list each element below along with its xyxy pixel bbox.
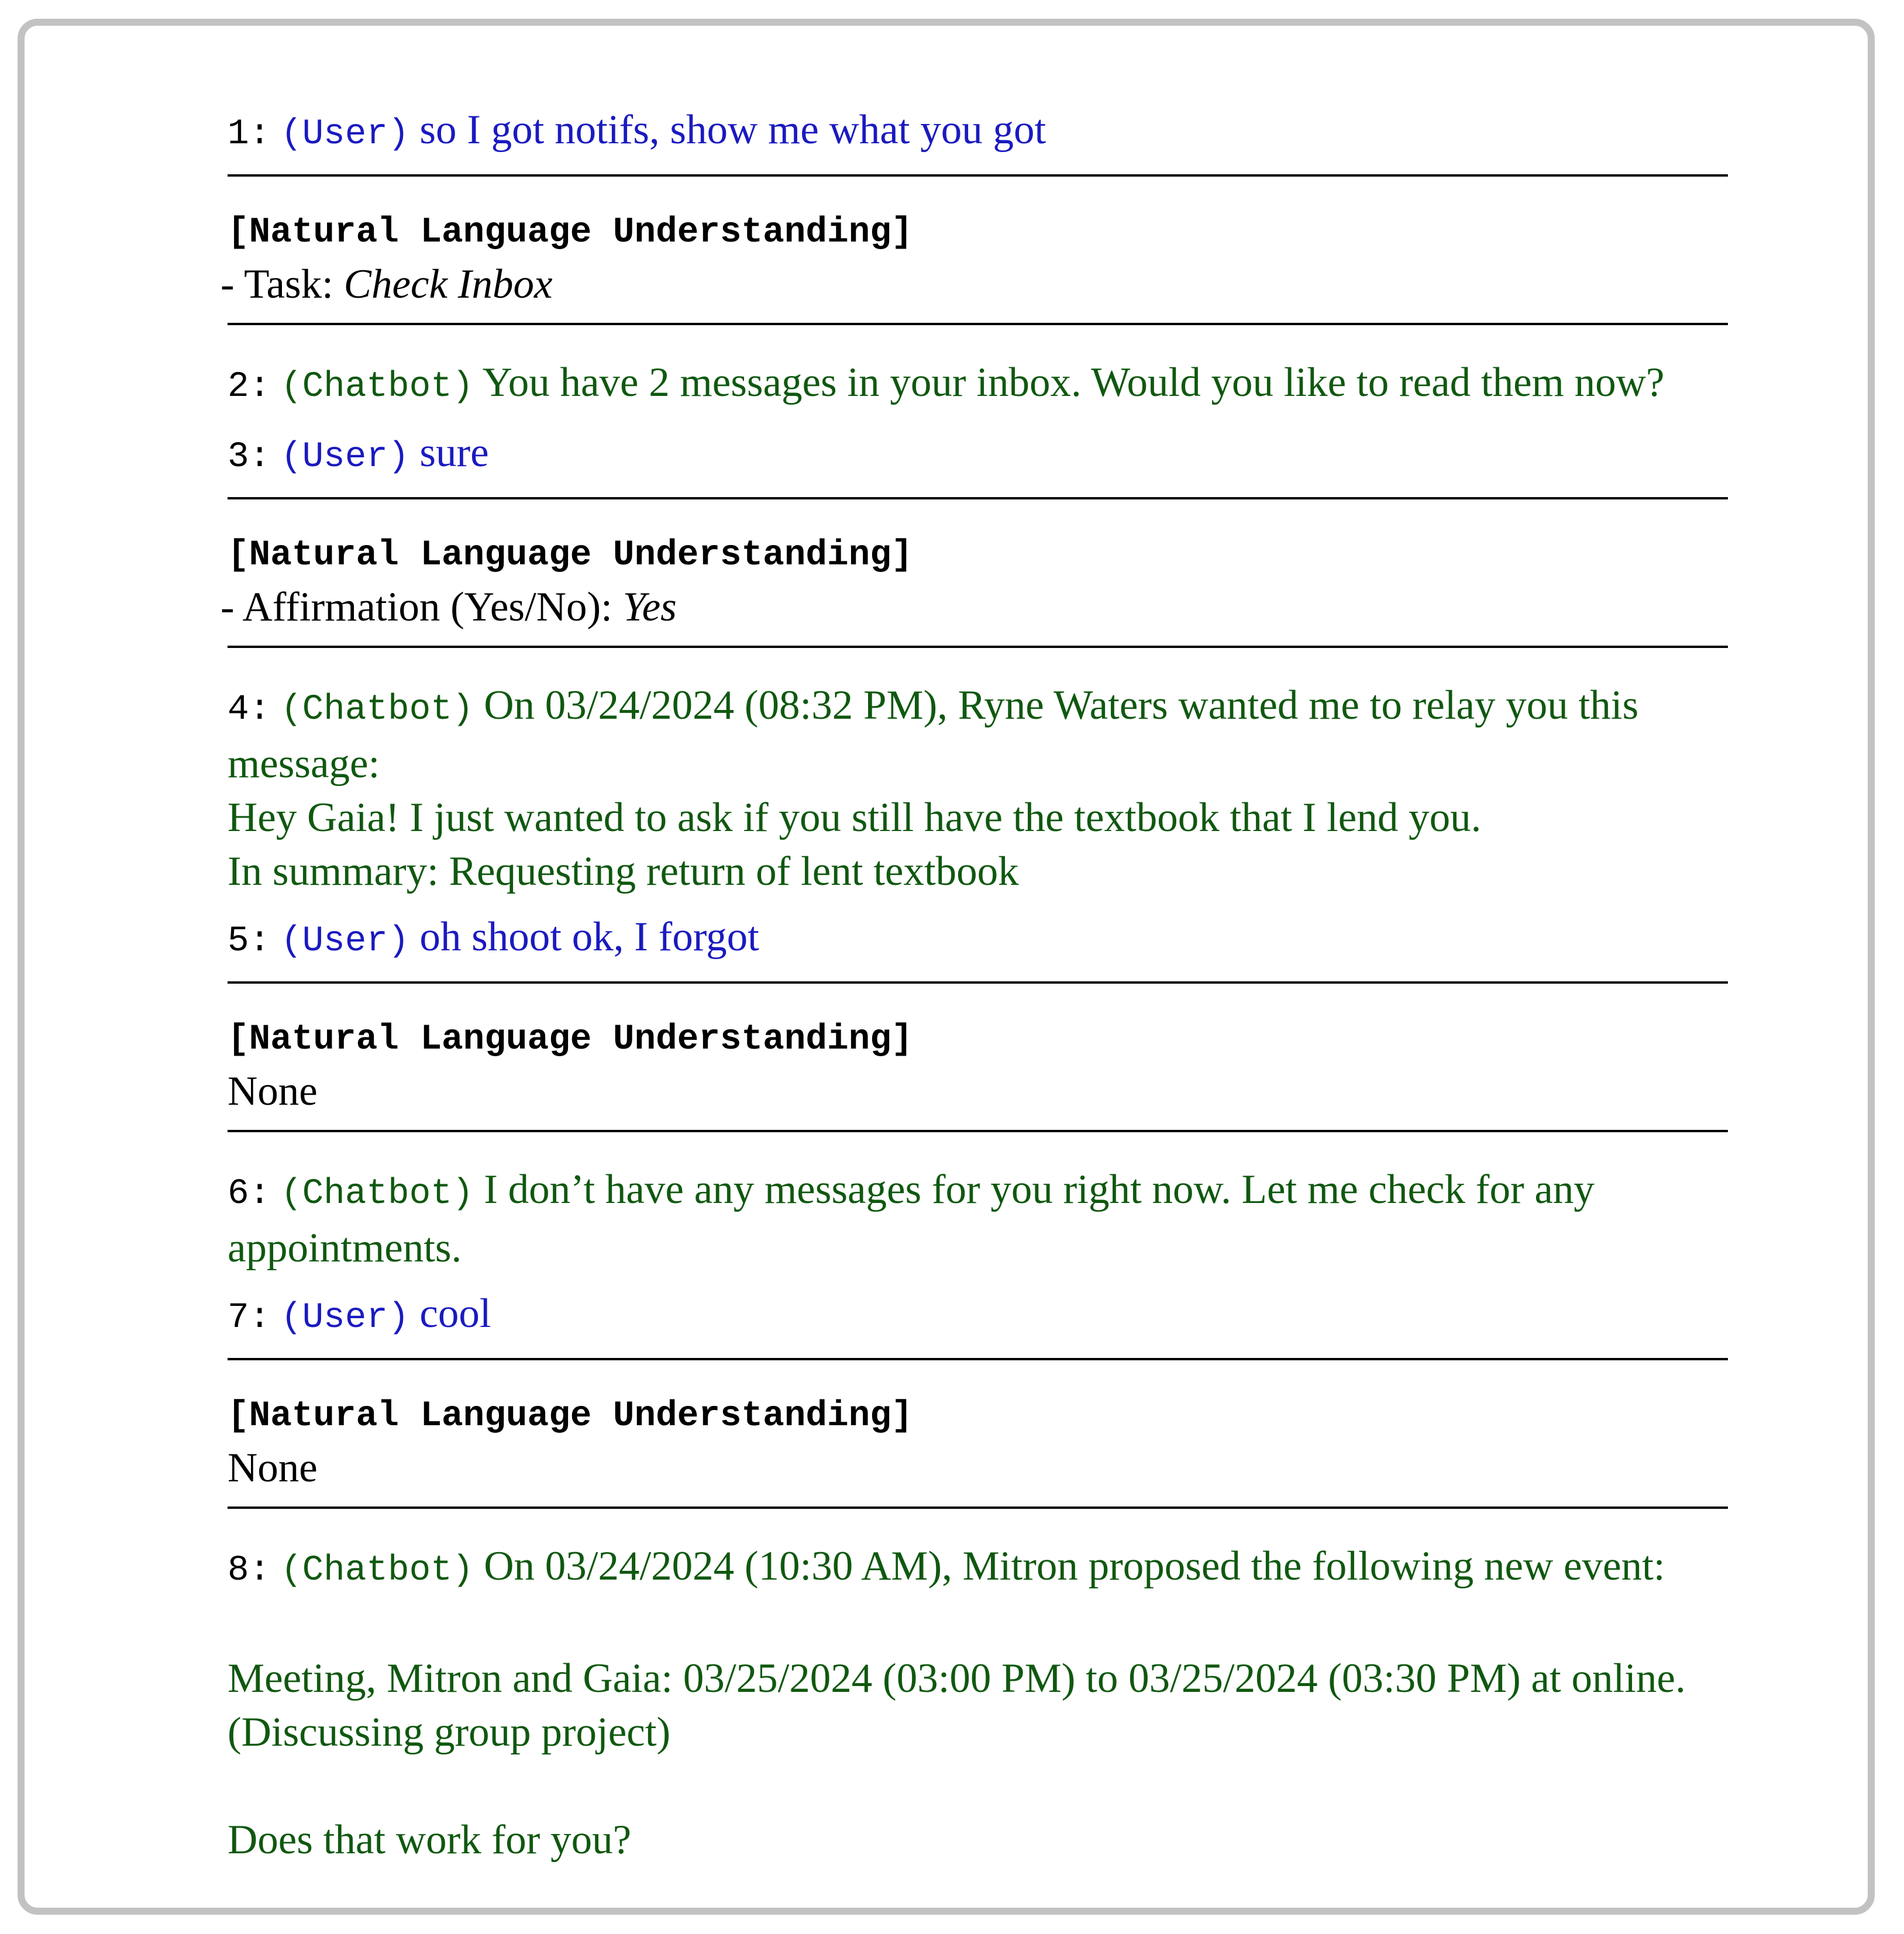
spacer	[228, 1598, 1728, 1652]
turn-4	[228, 648, 1728, 898]
turn-6	[228, 1132, 1728, 1275]
turn-text: so I got notifs, show me what you got	[419, 107, 1046, 153]
nlu-heading: [Natural Language Understanding]	[228, 1019, 913, 1060]
nlu-heading: [Natural Language Understanding]	[228, 535, 913, 575]
nlu-result	[228, 1066, 1728, 1117]
speaker-label: (User)	[280, 114, 409, 154]
spacer	[228, 1759, 1728, 1813]
speaker-label: (Chatbot)	[280, 367, 474, 407]
turn-text: I don’t have any messages for you right now. Let me check for any appointments.	[228, 1167, 1595, 1271]
dialogue-content	[221, 103, 1728, 1867]
turn-3	[228, 414, 1728, 497]
nlu-value: None	[228, 1445, 318, 1491]
message-summary: In summary: Requesting return of lent textbook	[228, 849, 1019, 894]
turn-index: 2:	[228, 367, 271, 407]
turn-index: 7:	[228, 1298, 271, 1338]
nlu-value: Check Inbox	[343, 261, 553, 307]
turn-text: You have 2 messages in your inbox. Would you like to read them now?	[482, 360, 1665, 405]
speaker-label: (User)	[280, 921, 409, 961]
nlu-block-1	[221, 177, 1728, 323]
nlu-key: - Affirmation (Yes/No):	[221, 584, 612, 630]
turn-index: 5:	[228, 921, 271, 961]
nlu-block-2	[221, 499, 1728, 646]
turn-text: On 03/24/2024 (10:30 AM), Mitron proposed the following new event:	[484, 1543, 1665, 1589]
turn-7	[228, 1275, 1728, 1358]
nlu-block-3	[228, 984, 1728, 1130]
turn-1	[228, 103, 1728, 174]
nlu-heading: [Natural Language Understanding]	[228, 1396, 913, 1436]
speaker-label: (Chatbot)	[280, 690, 474, 730]
nlu-heading: [Natural Language Understanding]	[228, 212, 913, 253]
turn-text: sure	[419, 430, 489, 475]
nlu-block-4	[228, 1360, 1728, 1506]
turn-index: 3:	[228, 437, 271, 477]
nlu-result	[221, 258, 1728, 310]
turn-index: 6:	[228, 1174, 271, 1214]
speaker-label: (User)	[280, 1298, 409, 1338]
turn-index: 1:	[228, 114, 271, 154]
dialogue-frame	[18, 19, 1875, 1915]
turn-text: oh shoot ok, I forgot	[419, 914, 759, 960]
turn-5	[228, 898, 1728, 981]
turn-8	[228, 1509, 1728, 1867]
nlu-value: None	[228, 1068, 318, 1114]
event-question: Does that work for you?	[228, 1817, 632, 1863]
turn-text: On 03/24/2024 (08:32 PM), Ryne Waters wanted me to relay you this message:	[228, 682, 1639, 787]
nlu-result	[228, 1442, 1728, 1494]
event-details: Meeting, Mitron and Gaia: 03/25/2024 (03:00 PM) to 03/25/2024 (03:30 PM) at online. (Discussing group project)	[228, 1656, 1686, 1755]
speaker-label: (User)	[280, 437, 409, 477]
speaker-label: (Chatbot)	[280, 1174, 474, 1214]
turn-text: cool	[419, 1291, 491, 1336]
nlu-value: Yes	[622, 584, 677, 630]
nlu-key: - Task:	[221, 261, 333, 307]
relayed-message: Hey Gaia! I just wanted to ask if you still have the textbook that I lend you.	[228, 795, 1482, 840]
turn-index: 4:	[228, 690, 271, 730]
speaker-label: (Chatbot)	[280, 1550, 474, 1591]
nlu-result	[221, 581, 1728, 633]
turn-2	[228, 325, 1728, 414]
turn-index: 8:	[228, 1550, 271, 1591]
